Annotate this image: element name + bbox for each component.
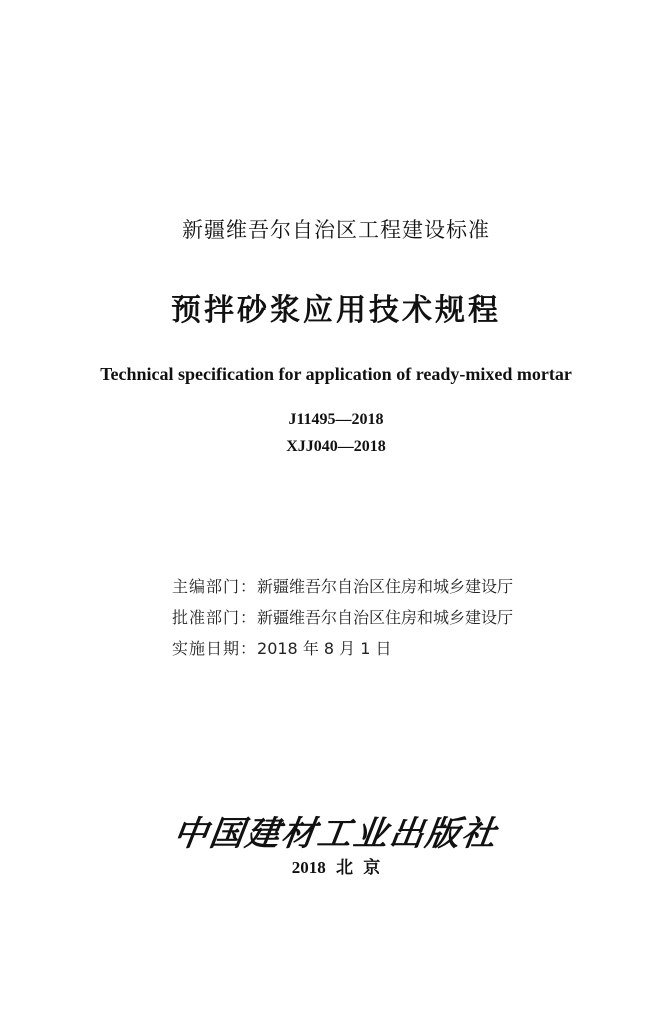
editor-department-line [172, 574, 592, 597]
publication-year-place: 2018 北 京 [291, 858, 381, 877]
effective-date-line [172, 636, 592, 659]
approver-department-line [172, 605, 592, 628]
standard-issuer: 新疆维吾尔自治区工程建设标准 [182, 218, 490, 242]
english-title: Technical specification for application of ready-mixed mortar [100, 364, 572, 384]
standard-code-xjj: XJJ040—2018 [286, 438, 386, 455]
editor-department-label: 主编部门： [172, 577, 258, 596]
standard-code-j: J11495—2018 [288, 411, 384, 428]
effective-date-label: 实施日期： [172, 639, 258, 658]
effective-date-value: 2018 年 8 月 1 日 [257, 639, 392, 658]
publisher-logo-text: 中国建材工业出版社 [170, 814, 501, 854]
approver-department-value: 新疆维吾尔自治区住房和城乡建设厅 [257, 608, 514, 627]
approver-department-label: 批准部门： [172, 608, 258, 627]
page-title: 预拌砂浆应用技术规程 [171, 293, 501, 328]
editor-department-value: 新疆维吾尔自治区住房和城乡建设厅 [257, 577, 514, 596]
